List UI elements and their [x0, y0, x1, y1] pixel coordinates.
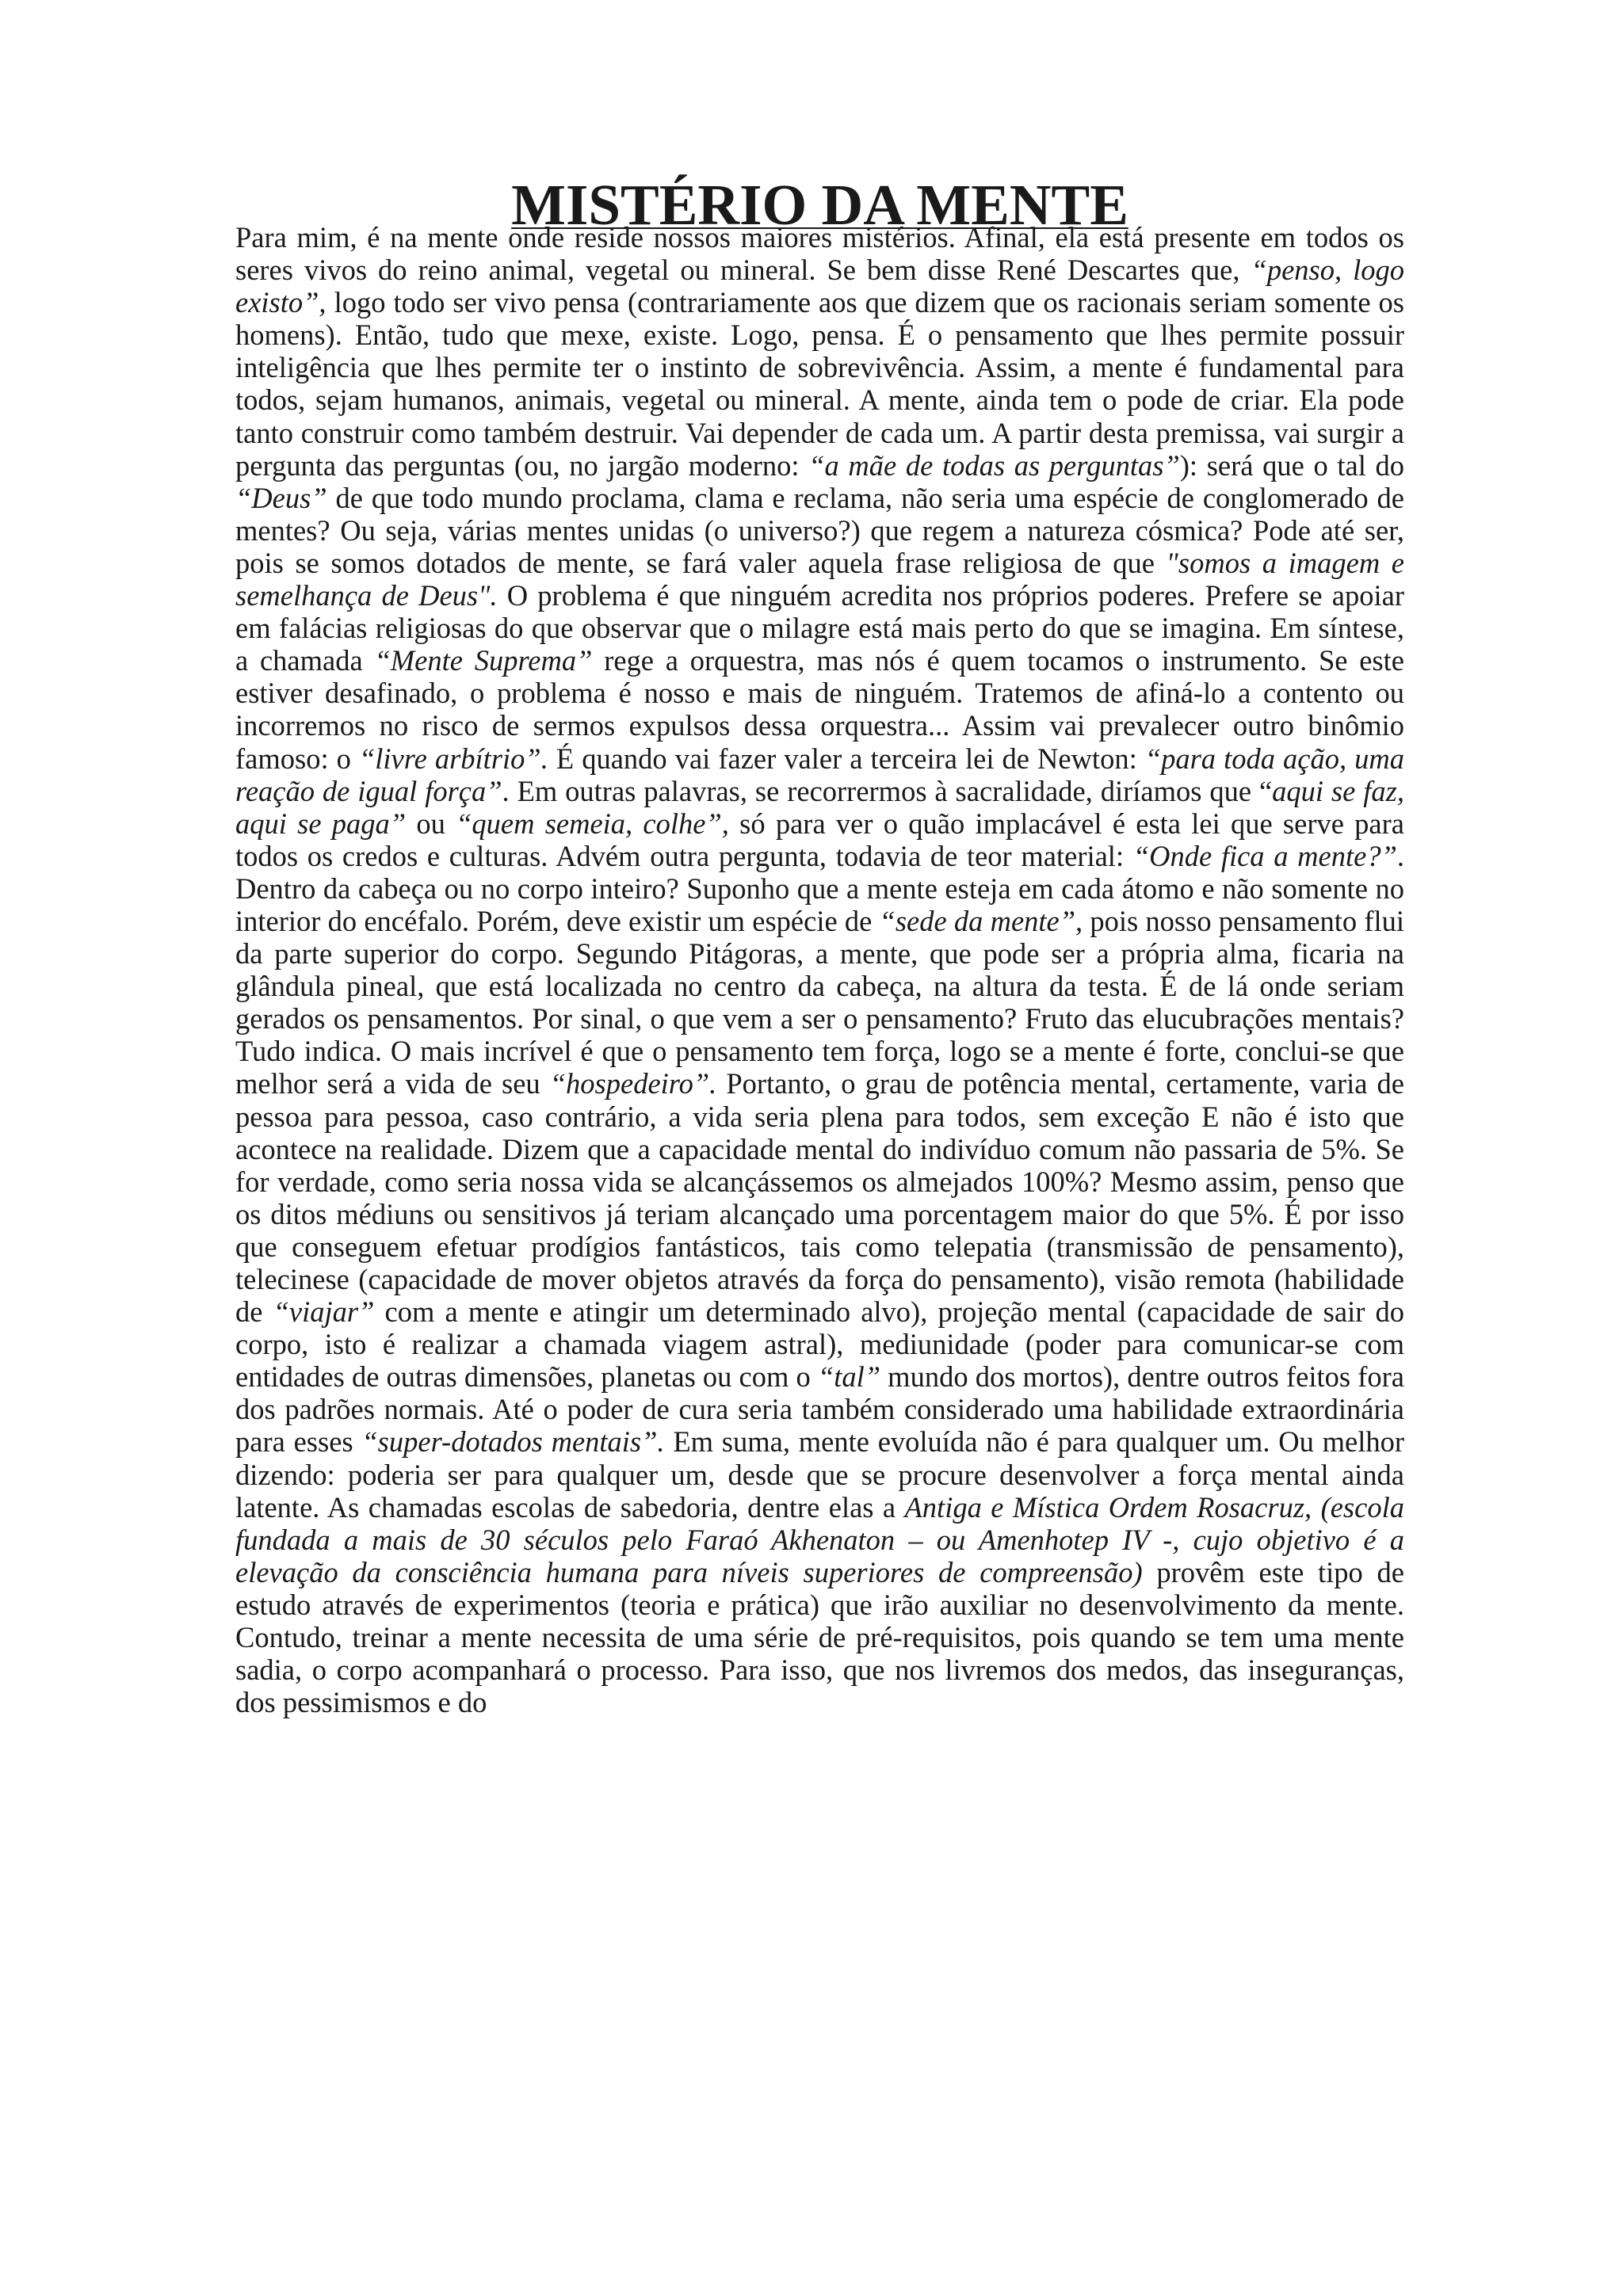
italic-text-run: “sede da mente”,: [879, 904, 1083, 937]
text-run: ou: [406, 807, 456, 840]
italic-text-run: “quem semeia, colhe”,: [456, 807, 729, 840]
text-run: pois nosso pensamento flui da parte superior do corpo. Segundo Pitágoras, a mente, que pode ser a própria alma, ficaria na glândula pineal, que está localizada no centro da cabeça, na altura da testa. É de lá onde seriam gerados os pensamentos. Por sinal, o que vem a ser o pensamento? Fruto das elucubrações mentais? Tudo indica. O mais incrível é que o pensamento tem força, logo se a mente é forte, conclui-se que melhor será a vida de seu: [235, 904, 1405, 1100]
italic-text-run: “penso, logo existo”,: [235, 254, 1404, 319]
document-title: MISTÉRIO DA MENTE: [511, 173, 1128, 237]
text-run: É quando vai fazer valer a terceira lei de Newton:: [548, 742, 1145, 775]
italic-text-run: “a mãe de todas as perguntas”: [808, 448, 1180, 482]
italic-text-run: “hospedeiro”.: [549, 1067, 717, 1100]
italic-text-run: “tal”: [817, 1360, 881, 1394]
text-run: ): será que o tal do: [1179, 448, 1404, 482]
text-run: Para mim, é na mente onde reside nossos maiores mistérios. Afinal, ela está presente em todos os seres vivos do reino animal, vegetal ou mineral. Se bem disse René Descartes que,: [235, 221, 1404, 287]
text-run: provêm este tipo de estudo através de experimentos (teoria e prática) que irão auxiliar no desenvolvimento da mente. Contudo, treinar a mente necessita de uma série de pré-requisitos, pois quando se tem uma mente sadia, o corpo acompanhará o processo. Para isso, que nos livremos dos medos, das inseguranças, dos pessimismos e do: [235, 1555, 1404, 1719]
text-run: . Dentro da cabeça ou no corpo inteiro? Suponho que a mente esteja em cada átomo e não somente no interior do encéfalo. Porém, deve existir um espécie de: [235, 839, 1404, 937]
italic-text-run: “viajar”: [273, 1295, 375, 1329]
text-run: só para ver o quão implacável é esta lei que serve para todos os credos e culturas. Advém outra pergunta, todavia de teor material:: [235, 807, 1404, 872]
italic-text-run: “livre arbítrio”.: [358, 742, 548, 775]
text-run: logo todo ser vivo pensa (contrariamente aos que dizem que os racionais seriam somente os homens). Então, tudo que mexe, existe. Logo, pensa. É o pensamento que lhes permite possuir inteligência que lhes permite ter o instinto de sobrevivência. Assim, a mente é fundamental para todos, sejam humanos, animais, vegetal ou mineral. A mente, ainda tem o pode de criar. Ela pode tanto construir como também destruir. Vai depender de cada um. A partir desta premissa, vai surgir a pergunta das perguntas (ou, no jargão moderno:: [235, 286, 1404, 482]
text-run: . Em outras palavras, se recorrermos à sacralidade, diríamos que “: [502, 774, 1273, 807]
text-run: de que todo mundo proclama, clama e reclama, não seria uma espécie de conglomerado de mentes? Ou seja, várias mentes unidas (o universo?) que regem a natureza cósmica? Pode até ser, pois se somos dotados de mente, se fará valer aquela frase religiosa de que: [235, 481, 1404, 579]
italic-text-run: “Deus”: [235, 481, 327, 514]
text-run: mundo dos mortos), dentre outros feitos fora dos padrões normais. Até o poder de cura seria também considerado uma habilidade extraordinária para esses: [235, 1360, 1404, 1459]
text-run: rege a orquestra, mas nós é quem tocamos o instrumento. Se este estiver desafinado, o problema é nosso e mais de ninguém. Tratemos de afiná-lo a contento ou incorremos no risco de sermos expulsos dessa orquestra... Assim vai prevalecer outro binômio famoso: o: [235, 644, 1404, 775]
italic-text-run: “Mente Suprema”: [374, 644, 593, 677]
italic-text-run: "somos a imagem e semelhança de Deus".: [235, 546, 1405, 612]
text-run: com a mente e atingir um determinado alvo), projeção mental (capacidade de sair do corpo, isto é realizar a chamada viagem astral), mediunidade (poder para comunicar-se com entidades de outras dimensões, planetas ou com o: [235, 1295, 1405, 1394]
italic-text-run: “para toda ação, uma reação de igual força”: [235, 742, 1404, 807]
italic-text-run: “super-dotados mentais”.: [361, 1425, 665, 1459]
text-run: O problema é que ninguém acredita nos próprios poderes. Prefere se apoiar em falácias religiosas do que observar que o milagre está mais perto do que se imagina. Em síntese, a chamada: [235, 579, 1404, 677]
text-run: Em suma, mente evoluída não é para qualquer um. Ou melhor dizendo: poderia ser para qualquer um, desde que se procure desenvolver a força mental ainda latente. As chamadas escolas de sabedoria, dentre elas a: [235, 1425, 1404, 1524]
text-run: Portanto, o grau de potência mental, certamente, varia de pessoa para pessoa, caso contrário, a vida seria plena para todos, sem exceção E não é isto que acontece na realidade. Dizem que a capacidade mental do indivíduo comum não passaria de 5%. Se for verdade, como seria nossa vida se alcançássemos os almejados 100%? Mesmo assim, penso que os ditos médiuns ou sensitivos já teriam alcançado uma porcentagem maior do que 5%. É por isso que conseguem efetuar prodígios fantásticos, tais como telepatia (transmissão de pensamento), telecinese (capacidade de mover objetos através da força do pensamento), visão remota (habilidade de: [235, 1067, 1405, 1329]
italic-text-run: Antiga e Mística Ordem Rosacruz, (escola fundada a mais de 30 séculos pelo Faraó Akhenaton – ou Amenhotep IV -, cujo objetivo é a elevação da consciência humana para níveis superiores de compreensão): [235, 1490, 1404, 1589]
document-body: [235, 221, 1404, 1718]
document-page: [235, 173, 1405, 1719]
italic-text-run: aqui se faz, aqui se paga”: [235, 774, 1404, 840]
italic-text-run: “Onde fica a mente?”: [1132, 839, 1397, 872]
